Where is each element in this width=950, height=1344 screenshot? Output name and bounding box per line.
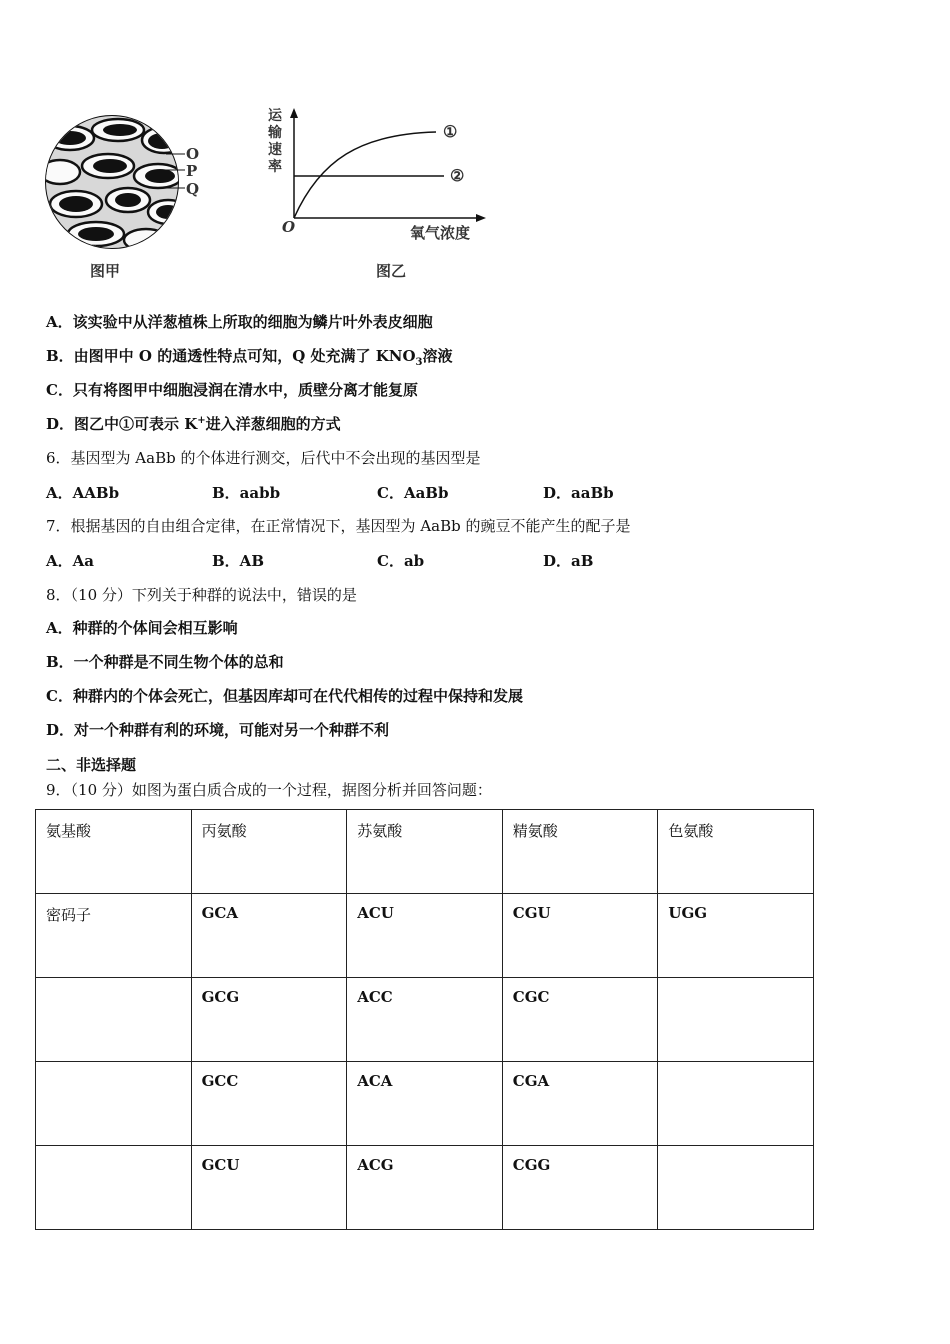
y-label-char: 率 xyxy=(268,159,282,175)
q6-option-c: C．AaBb xyxy=(377,484,449,502)
cell-micrograph-image xyxy=(40,100,240,260)
q8-option-d: D．对一个种群有利的环境，可能对另一个种群不利 xyxy=(46,721,390,739)
q5-option-c: C．只有将图甲中细胞浸润在清水中，质壁分离才能复原 xyxy=(46,381,418,399)
table-header-cell: 丙氨酸 xyxy=(191,810,347,894)
section-heading: 二、非选择题 xyxy=(46,756,137,774)
figure-b-transport-graph xyxy=(260,100,500,285)
q7-option-a: A．Aa xyxy=(46,552,94,570)
q7-stem: 7．根据基因的自由组合定律，在正常情况下，基因型为 AaBb 的豌豆不能产生的配子是 xyxy=(46,517,631,535)
table-cell: CGC xyxy=(502,978,658,1062)
label-p: P xyxy=(186,162,198,180)
q5-option-d xyxy=(46,413,341,434)
figures xyxy=(40,100,520,290)
q5-option-d-superscript: + xyxy=(197,415,206,426)
figure-a-caption: 图甲 xyxy=(90,262,121,280)
table-cell: GCA xyxy=(191,894,347,978)
y-label-char: 速 xyxy=(268,142,282,158)
q8-stem: 8．（10 分）下列关于种群的说法中，错误的是 xyxy=(46,586,357,604)
table-header-cell: 氨基酸 xyxy=(36,810,192,894)
q5-option-a: A．该实验中从洋葱植株上所取的细胞为鳞片叶外表皮细胞 xyxy=(46,313,433,331)
q5-option-b-suffix: 溶液 xyxy=(422,347,453,365)
q8-option-b: B．一个种群是不同生物个体的总和 xyxy=(46,653,284,671)
table-cell: GCG xyxy=(191,978,347,1062)
table-cell: ACA xyxy=(347,1062,503,1146)
q8-option-a: A．种群的个体间会相互影响 xyxy=(46,619,238,637)
curve-1-label: ① xyxy=(443,122,458,141)
y-label-char: 输 xyxy=(268,125,282,141)
y-axis-label xyxy=(268,108,286,176)
table-cell: ACC xyxy=(347,978,503,1062)
q7-option-c: C．ab xyxy=(377,552,425,570)
y-label-char: 运 xyxy=(268,108,282,124)
table-cell: ACG xyxy=(347,1146,503,1230)
table-row xyxy=(36,1146,814,1230)
table-cell: GCC xyxy=(191,1062,347,1146)
q5-option-b xyxy=(46,345,453,368)
table-header-cell: 色氨酸 xyxy=(658,810,814,894)
q6-option-d: D．aaBb xyxy=(543,484,614,502)
table-row xyxy=(36,1062,814,1146)
label-o: O xyxy=(186,145,200,163)
table-cell: CGU xyxy=(502,894,658,978)
q6-option-b: B．aabb xyxy=(212,484,281,502)
q6-stem: 6．基因型为 AaBb 的个体进行测交，后代中不会出现的基因型是 xyxy=(46,449,481,467)
table-cell xyxy=(658,1062,814,1146)
table-cell: ACU xyxy=(347,894,503,978)
codon-table xyxy=(35,809,814,1230)
table-cell xyxy=(658,978,814,1062)
table-row xyxy=(36,978,814,1062)
q7-option-b: B．AB xyxy=(212,552,264,570)
q9-stem: 9．（10 分）如图为蛋白质合成的一个过程，据图分析并回答问题： xyxy=(46,781,492,799)
x-axis-label: 氧气浓度 xyxy=(410,224,471,242)
table-header-cell: 精氨酸 xyxy=(502,810,658,894)
origin-label: O xyxy=(282,218,296,236)
table-header-cell: 苏氨酸 xyxy=(347,810,503,894)
q8-option-c: C．种群内的个体会死亡，但基因库却可在代代相传的过程中保持和发展 xyxy=(46,687,523,705)
figure-b-caption: 图乙 xyxy=(376,262,407,280)
table-cell: CGG xyxy=(502,1146,658,1230)
table-header-row xyxy=(36,810,814,894)
table-cell: GCU xyxy=(191,1146,347,1230)
table-cell: 密码子 xyxy=(36,894,192,978)
table-cell xyxy=(36,978,192,1062)
q7-option-d: D．aB xyxy=(543,552,594,570)
table-cell xyxy=(36,1062,192,1146)
table-cell: UGG xyxy=(658,894,814,978)
q5-option-b-subscript: 3 xyxy=(415,357,423,368)
curve-2-label: ② xyxy=(450,166,465,185)
q5-option-d-text: D．图乙中①可表示 K xyxy=(46,415,198,433)
q6-option-a: A．AABb xyxy=(46,484,120,502)
q5-option-d-suffix: 进入洋葱细胞的方式 xyxy=(205,415,341,433)
table-row xyxy=(36,894,814,978)
figure-a-cell-micrograph xyxy=(40,100,240,285)
label-q: Q xyxy=(186,180,200,198)
table-cell xyxy=(658,1146,814,1230)
table-cell xyxy=(36,1146,192,1230)
table-cell: CGA xyxy=(502,1062,658,1146)
q5-option-b-text: B．由图甲中 O 的通透性特点可知，Q 处充满了 KNO xyxy=(46,347,416,365)
